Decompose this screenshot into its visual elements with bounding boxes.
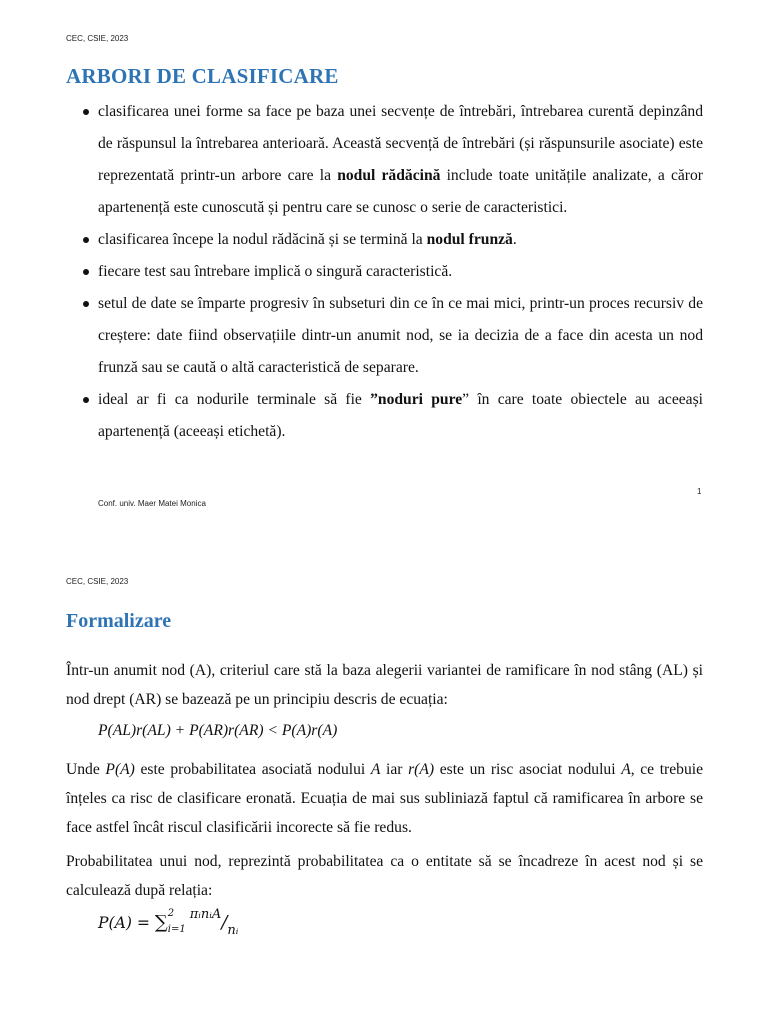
- intro-paragraph: Într-un anumit nod (A), criteriul care stă la baza alegerii variantei de ramificare în nod stâng (AL) și nod drept (AR) se bazează pe un principiu descris de ecuația:: [66, 662, 703, 708]
- node-probability-formula: P(A) = ∑ 2 i=1 $^{\pi ᵢnᵢA}/_{nᵢ}$: [98, 907, 239, 938]
- page-number: 1: [697, 487, 702, 496]
- bullet-item: ideal ar fi ca nodurile terminale să fie ”noduri pure” în care toate obiectele au aceeași apartenență (aceeași etichetă).: [66, 384, 703, 448]
- risk-inequality-formula: P(AL)r(AL) + P(AR)r(AR) < P(A)r(A): [98, 722, 338, 739]
- explanation-paragraph: Unde P(A) este probabilitatea asociată nodului A iar r(A) este un risc asociat nodului A, ce trebuie înțeles ca risc de clasificare eronată. Ecuația de mai sus subliniază faptul că ramificarea în arbore se face astfel încât riscul clasificării incorecte să fie redus.: [66, 761, 704, 836]
- bullet-item: clasificarea unei forme sa face pe baza unei secvențe de întrebări, întrebarea curentă depinzând de răspunsul la întrebarea anterioară. Această secvență de întrebări (și răspunsurile asociate) este reprezentată printr-un arbore care la nodul rădăcină include toate unitățile analizate, a căror apartenență este cunoscută și pentru care se cunosc o serie de caracteristici.: [66, 96, 703, 224]
- bullet-icon: [83, 301, 89, 307]
- probability-paragraph: Probabilitatea unui nod, reprezintă probabilitatea ca o entitate să se încadreze în acest nod și se calculează după relația:: [66, 853, 703, 899]
- bullet-item: setul de date se împarte progresiv în subseturi din ce în ce mai mici, printr-un proces recursiv de creștere: date fiind observațiile dintr-un anumit nod, se ia decizia de a face din acesta un nod frunză sau se caută o altă caracteristică de separare.: [66, 288, 703, 384]
- footer-author: Conf. univ. Maer Matei Monica: [98, 499, 206, 508]
- bullet-icon: [83, 237, 89, 243]
- page-header: CEC, CSIE, 2023: [66, 34, 129, 43]
- slide-page-2: [0, 540, 768, 1024]
- bullet-list: [66, 96, 703, 448]
- section-title: ARBORI DE CLASIFICARE: [66, 64, 339, 88]
- page-header: CEC, CSIE, 2023: [66, 577, 129, 586]
- bullet-icon: [83, 109, 89, 115]
- bullet-icon: [83, 269, 89, 275]
- section-title: Formalizare: [66, 610, 172, 632]
- bullet-item: fiecare test sau întrebare implică o singură caracteristică.: [66, 256, 703, 288]
- bullet-icon: [83, 397, 89, 403]
- bullet-item: clasificarea începe la nodul rădăcină și se termină la nodul frunză.: [66, 224, 703, 256]
